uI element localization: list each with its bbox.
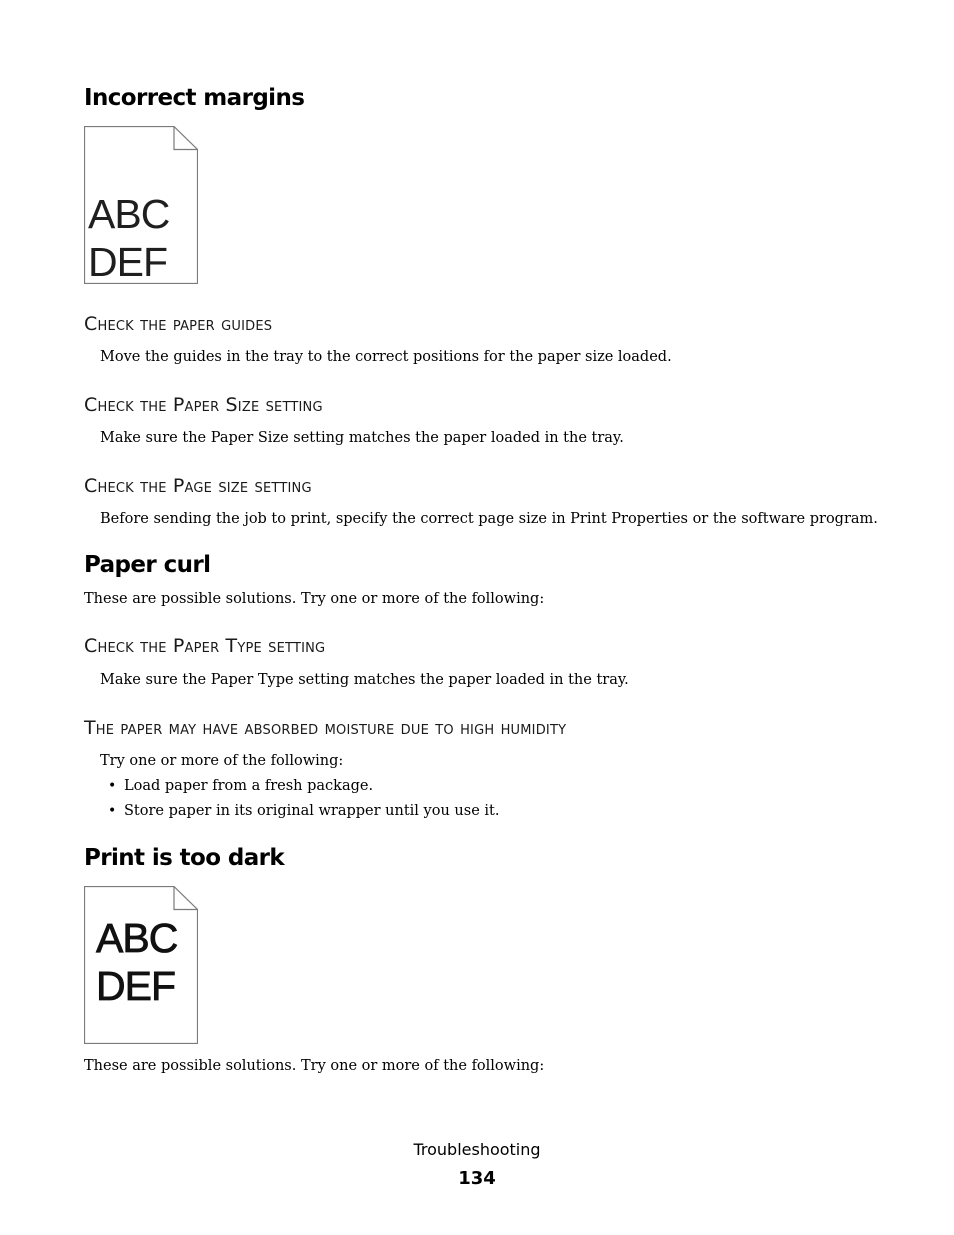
subsection-title-paper-size: Check the Paper Size setting (84, 394, 323, 416)
subsection-text-paper-guides: Move the guides in the tray to the correct positions for the paper size loaded. (100, 349, 672, 365)
page-illustration-dark (84, 886, 198, 1044)
subsection-text-page-size: Before sending the job to print, specify the correct page size in Print Properties or the software program. (100, 511, 878, 527)
list-item-text: Store paper in its original wrapper until you use it. (124, 803, 500, 819)
section-title-incorrect-margins: Incorrect margins (84, 85, 305, 111)
list-item (100, 801, 499, 826)
subsection-title-paper-type: Check the Paper Type setting (84, 635, 326, 657)
subsection-text-paper-type: Make sure the Paper Type setting matches the paper loaded in the tray. (100, 672, 629, 688)
illustration-text-line1: ABC (88, 191, 170, 237)
section-intro-print-too-dark: These are possible solutions. Try one or more of the following: (84, 1058, 545, 1074)
bullet-icon: • (108, 778, 117, 794)
illustration-text-line2: DEF (96, 963, 175, 1009)
subsection-text-paper-size: Make sure the Paper Size setting matches the paper loaded in the tray. (100, 430, 624, 446)
subsection-title-paper-guides: Check the paper guides (84, 313, 273, 335)
bullet-icon: • (108, 803, 117, 819)
humidity-bullet-list (100, 776, 499, 826)
page-illustration-margins (84, 126, 198, 284)
illustration-text-line1: ABC (96, 915, 178, 961)
subsection-text-humidity: Try one or more of the following: (100, 753, 344, 769)
section-title-paper-curl: Paper curl (84, 552, 211, 578)
list-item-text: Load paper from a fresh package. (124, 778, 374, 794)
subsection-title-page-size: Check the Page size setting (84, 475, 312, 497)
subsection-title-humidity: The paper may have absorbed moisture due to high humidity (84, 717, 567, 739)
footer-chapter-label: Troubleshooting (413, 1140, 541, 1159)
list-item (100, 776, 499, 801)
illustration-text-line2: DEF (88, 239, 167, 284)
section-intro-paper-curl: These are possible solutions. Try one or more of the following: (84, 591, 545, 607)
section-title-print-too-dark: Print is too dark (84, 845, 285, 871)
page-number: 134 (458, 1168, 496, 1189)
